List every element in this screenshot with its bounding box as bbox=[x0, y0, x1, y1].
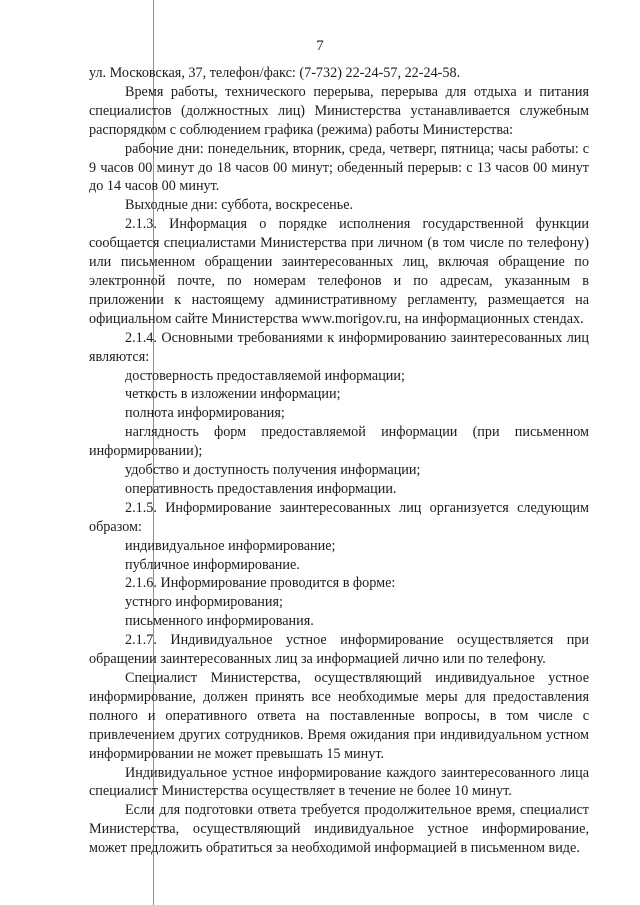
paragraph-days-off: Выходные дни: суббота, воскресенье. bbox=[125, 197, 354, 214]
list-item: полнота информирования; bbox=[125, 405, 285, 422]
paragraph-2-1-5: 2.1.5. Информирование заинтересованных лиц организуется следующим образом: bbox=[89, 499, 589, 535]
paragraph-2-1-6: 2.1.6. Информирование проводится в форме: bbox=[125, 575, 396, 592]
paragraph-written: Если для подготовки ответа требуется продолжительное время, специалист Министерства, осуществляющий индивидуальное устное информирование, может предложить обратиться за необходимой информацией в письменном виде. bbox=[89, 802, 589, 857]
list-item: удобство и доступность получения информации; bbox=[125, 462, 421, 479]
list-item: оперативность предоставления информации. bbox=[125, 480, 397, 497]
list-item: публичное информирование. bbox=[125, 556, 300, 573]
paragraph-specialist: Специалист Министерства, осуществляющий индивидуальное устное информирование, должен принять все необходимые меры для предоставления полного и оперативного ответа на поставленные вопросы, в том числе с привлечением других сотрудников. Время ожидания при индивидуальном устном информировании не может превышать 15 минут. bbox=[89, 670, 589, 762]
list-item: достоверность предоставляемой информации; bbox=[125, 367, 405, 384]
paragraph-duration: Индивидуальное устное информирование каждого заинтересованного лица специалист Министерства осуществляет в течение не более 10 минут. bbox=[89, 764, 589, 800]
list-item: индивидуальное информирование; bbox=[125, 537, 336, 554]
list-item: наглядность форм предоставляемой информации (при письменном информировании); bbox=[89, 424, 589, 460]
address-line: ул. Московская, 37, телефон/факс: (7-732) 22-24-57, 22-24-58. bbox=[89, 65, 461, 81]
paragraph-work-days: рабочие дни: понедельник, вторник, среда, четверг, пятница; часы работы: с 9 часов 00 минут до 18 часов 00 минут; обеденный перерыв: с 13 часов 00 минут до 14 часов 00 минут. bbox=[89, 140, 589, 195]
list-item: четкость в изложении информации; bbox=[125, 386, 341, 403]
list-item: письменного информирования. bbox=[125, 613, 314, 630]
page-number: 7 bbox=[316, 38, 324, 54]
paragraph-2-1-7: 2.1.7. Индивидуальное устное информирование осуществляется при обращении заинтересованных лиц за информацией лично или по телефону. bbox=[89, 632, 589, 668]
document-body bbox=[89, 64, 589, 858]
paragraph-work-time: Время работы, технического перерыва, перерыва для отдыха и питания специалистов (должностных лиц) Министерства устанавливается служебным распорядком с соблюдением графика (режима) работы Министерства: bbox=[89, 83, 589, 138]
paragraph-2-1-4: 2.1.4. Основными требованиями к информированию заинтересованных лиц являются: bbox=[89, 329, 589, 365]
paragraph-2-1-3: 2.1.3. Информация о порядке исполнения государственной функции сообщается специалистами Министерства при личном (в том числе по телефону) или письменном обращении заинтересованных лиц, включая обращение по электронной почте, по номерам телефонов и по адресам, указанным в приложении к настоящему административному регламенту, размещается на официальном сайте Министерства www.morigov.ru, на информационных стендах. bbox=[89, 216, 589, 327]
list-item: устного информирования; bbox=[125, 594, 283, 611]
